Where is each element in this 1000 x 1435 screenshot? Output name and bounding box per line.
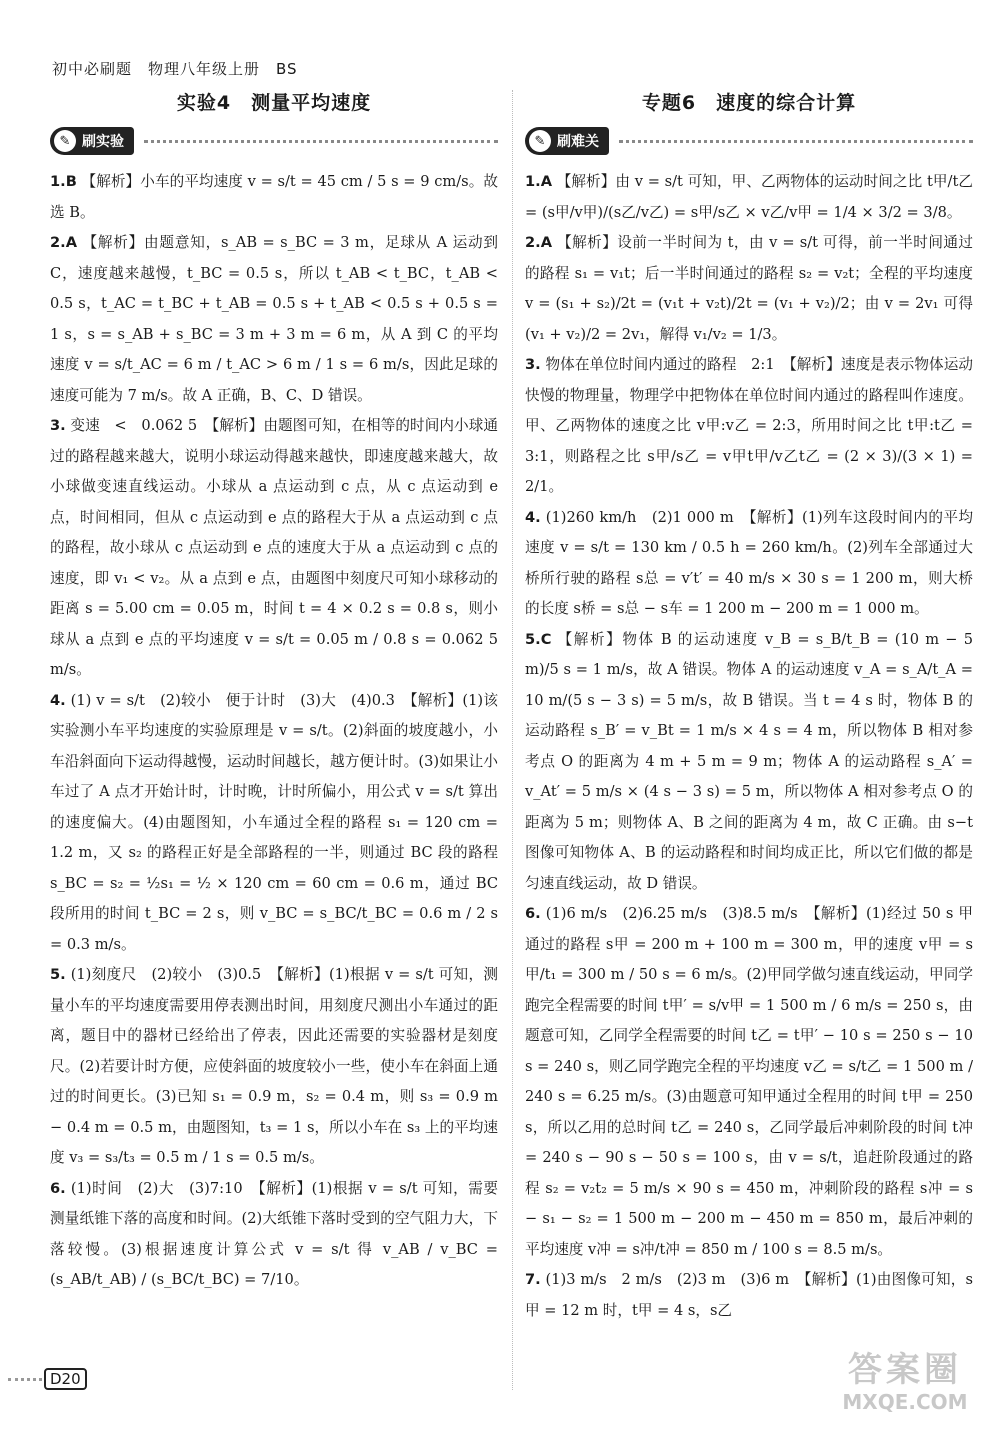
answer-item (50, 686, 498, 961)
answer-number: 5.C (525, 630, 552, 648)
answer-number: 4. (525, 508, 541, 526)
answer-item (525, 167, 973, 228)
page-number: D20 (44, 1368, 87, 1390)
answer-text: 【解析】物体 B 的运动速度 v_B = s_B/t_B = (10 m − 5 m)/5 s = 1 m/s，故 A 错误。物体 A 的运动速度 v_A = s_A/t_A = 10 m/(5 s − 3 s) = 5 m/s，故 B 错误。当 t = 4 s 时，物体 B 的运动路程 s_B′ = v_Bt = 1 m/s × 4 s = 4 m，所以物体 B 相对参考点 O 的距离为 4 m + 5 m = 9 m；物体 A 的运动路程 s_A′ = v_At′ = 5 m/s × (4 s − 3 s) = 5 m，所以物体 A 相对参考点 O 的距离为 5 m；则物体 A、B 之间的距离为 4 m，故 C 正确。由 s−t 图像可知物体 A、B 的运动路程和时间均成正比，所以它们做的都是匀速直线运动，故 D 错误。 (525, 630, 974, 892)
page-number-rule (8, 1378, 42, 1381)
watermark-line1: 答案圈 (848, 1350, 962, 1390)
answer-number: 2.A (50, 234, 77, 251)
left-badge-row (50, 125, 498, 157)
page-header: 初中必刷题 物理八年级上册 BS (52, 60, 298, 78)
answer-text: (1)6 m/s (2)6.25 m/s (3)8.5 m/s 【解析】(1)经过 50 s 甲通过的路程 s甲 = 200 m + 100 m = 300 m，甲的速度 v甲 = s甲/t₁ = 300 m / 50 s = 6 m/s。(2)甲同学做匀速直线运动，甲同学跑完全程需要的时间 t甲′ = s/v甲 = 1 500 m / 6 m/s = 250 s，由题意可知，乙同学全程需要的时间 t乙 = t甲′ − 10 s = 250 s − 10 s = 240 s，则乙同学跑完全程的平均速度 v乙 = s/t乙 = 1 500 m / 240 s = 6.25 m/s。(3)由题意可知甲通过全程用的时间 t甲 = 250 s，所以乙用的总时间 t乙 = 240 s，乙同学最后冲刺阶段的时间 t冲 = 240 s − 90 s − 50 s = 100 s，由 v = s/t，追赶阶段通过的路程 s₂ = v₂t₂ = 5 m/s × 90 s = 450 m，冲刺阶段的路程 s冲 = s − s₁ − s₂ = 1 500 m − 200 m − 450 m = 850 m，最后冲刺的平均速度 v冲 = s冲/t冲 = 850 m / 100 s = 8.5 m/s。 (525, 905, 973, 1258)
answer-number: 3. (50, 417, 66, 434)
answer-item (50, 1174, 498, 1296)
pencil-icon: ✎ (54, 130, 76, 152)
answer-number: 7. (525, 1271, 541, 1288)
answer-item (525, 503, 973, 625)
answer-number: 3. (525, 356, 541, 373)
answer-number: 6. (525, 905, 541, 922)
column-divider (512, 90, 513, 1390)
answer-item (50, 167, 498, 228)
left-column (50, 88, 498, 1296)
right-badge-row (525, 125, 973, 157)
answer-item (50, 960, 498, 1174)
answer-text: 变速 < 0.062 5 【解析】由题图可知，在相等的时间内小球通过的路程越来越大，说明小球运动得越来越快，即速度越来越大，故小球做变速直线运动。小球从 a 点运动到 c 点，从 c 点运动到 e 点，时间相同，但从 c 点运动到 e 点的路程大于从 a 点运动到 c 点的路程，故小球从 c 点运动到 e 点的速度大于从 a 点运动到 c 点的速度，即 v₁ < v₂。从 a 点到 e 点，由题图中刻度尺可知小球移动的距离 s = 5.00 cm = 0.05 m，时间 t = 4 × 0.2 s = 0.8 s，则小球从 a 点到 e 点的平均速度 v = s/t = 0.05 m / 0.8 s = 0.062 5 m/s。 (50, 417, 498, 678)
right-section-title: 专题6 速度的综合计算 (641, 92, 857, 114)
answer-text: 物体在单位时间内通过的路程 2:1 【解析】速度是表示物体运动快慢的物理量，物理学中把物体在单位时间内通过的路程叫作速度。甲、乙两物体的速度之比 v甲:v乙 = 2:3，所用时间之比 t甲:t乙 = 3:1，则路程之比 s甲/s乙 = v甲t甲/v乙t乙 = (2 × 3)/(3 × 1) = 2/1。 (525, 356, 973, 495)
left-badge-label: 刷实验 (82, 134, 124, 150)
answer-number: 5. (50, 966, 66, 983)
answer-text: 【解析】小车的平均速度 v = s/t = 45 cm / 5 s = 9 cm/s。故选 B。 (50, 173, 499, 221)
answer-number: 6. (50, 1179, 66, 1197)
right-badge-label: 刷难关 (557, 134, 599, 150)
dotted-rule (619, 140, 973, 143)
answer-number: 2.A (525, 234, 552, 251)
right-section-badge (525, 127, 609, 155)
watermark-logo (830, 1350, 980, 1420)
answer-text: 【解析】由题意知，s_AB = s_BC = 3 m，足球从 A 运动到 C，速度越来越慢，t_BC = 0.5 s，所以 t_AB < t_BC，t_AB < 0.5 s，t_AC = t_BC + t_AB = 0.5 s + t_AB < 0.5 s + 0.5 s = 1 s，s = s_AB + s_BC = 3 m + 3 m = 6 m，从 A 到 C 的平均速度 v = s/t_AC = 6 m / t_AC > 6 m / 1 s = 6 m/s，因此足球的速度可能为 7 m/s。故 A 正确，B、C、D 错误。 (50, 234, 499, 404)
answer-text: (1)时间 (2)大 (3)7:10 【解析】(1)根据 v = s/t 可知，需要测量纸锥下落的高度和时间。(2)大纸锥下落时受到的空气阻力大，下落较慢。(3)根据速度计算公式 v = s/t 得 v_AB / v_BC = (s_AB/t_AB) / (s_BC/t_BC) = 7/10。 (50, 1179, 498, 1288)
dotted-rule (144, 140, 498, 143)
answer-number: 1.A (525, 173, 552, 190)
answer-text: (1) v = s/t (2)较小 便于计时 (3)大 (4)0.3 【解析】(1)该实验测小车平均速度的实验原理是 v = s/t。(2)斜面的坡度越小，小车沿斜面向下运动得越慢，运动时间越长，越方便计时。(3)如果让小车过了 A 点才开始计时，计时晚，计时所偏小，用公式 v = s/t 算出的速度偏大。(4)由题图知，小车通过全程的路程 s₁ = 120 cm = 1.2 m，又 s₂ 的路程正好是全部路程的一半，则通过 BC 段的路程 s_BC = s₂ = ½s₁ = ½ × 120 cm = 60 cm = 0.6 m，通过 BC 段所用的时间 t_BC = 2 s，则 v_BC = s_BC/t_BC = 0.6 m / 2 s = 0.3 m/s。 (50, 691, 499, 953)
answer-text: (1)3 m/s 2 m/s (2)3 m (3)6 m 【解析】(1)由图像可知，s甲 = 12 m 时，t甲 = 4 s，s乙 (525, 1271, 974, 1319)
answer-item (525, 899, 973, 1265)
answer-item (50, 228, 498, 411)
right-column (525, 88, 973, 1326)
answer-item (525, 625, 973, 900)
answer-item (50, 411, 498, 686)
answer-item (525, 350, 973, 503)
answer-text: 【解析】由 v = s/t 可知，甲、乙两物体的运动时间之比 t甲/t乙 = (s甲/v甲)/(s乙/v乙) = s甲/s乙 × v乙/v甲 = 1/4 × 3/2 = 3/8。 (525, 173, 974, 221)
answer-text: (1)刻度尺 (2)较小 (3)0.5 【解析】(1)根据 v = s/t 可知，测量小车的平均速度需要用停表测出时间，用刻度尺测出小车通过的距离，题目中的器材已经给出了停表，因此还需要的实验器材是刻度尺。(2)若要计时方便，应使斜面的坡度较小一些，使小车在斜面上通过的时间更长。(3)已知 s₁ = 0.9 m，s₂ = 0.4 m，则 s₃ = 0.9 m − 0.4 m = 0.5 m，由题图知，t₃ = 1 s，所以小车在 s₃ 上的平均速度 v₃ = s₃/t₃ = 0.5 m / 1 s = 0.5 m/s。 (50, 966, 499, 1166)
answer-text: (1)260 km/h (2)1 000 m 【解析】(1)列车这段时间内的平均速度 v = s/t = 130 km / 0.5 h = 260 km/h。(2)列车全部通过大桥所行驶的路程 s总 = v′t′ = 40 m/s × 30 s = 1 200 m，则大桥的长度 s桥 = s总 − s车 = 1 200 m − 200 m = 1 000 m。 (525, 508, 974, 617)
watermark-line2: MXQE.COM (842, 1390, 968, 1414)
answer-item (525, 1265, 973, 1326)
answer-number: 1.B (50, 173, 77, 190)
left-section-title: 实验4 测量平均速度 (176, 92, 372, 114)
answer-item (525, 228, 973, 350)
answer-text: 【解析】设前一半时间为 t，由 v = s/t 可得，前一半时间通过的路程 s₁ = v₁t；后一半时间通过的路程 s₂ = v₂t；全程的平均速度 v = (s₁ + s₂)/2t = (v₁t + v₂t)/2t = (v₁ + v₂)/2；由 v = 2v₁ 可得 (v₁ + v₂)/2 = 2v₁，解得 v₁/v₂ = 1/3。 (525, 234, 974, 343)
left-section-badge (50, 127, 134, 155)
pencil-icon: ✎ (529, 130, 551, 152)
answer-number: 4. (50, 691, 66, 709)
